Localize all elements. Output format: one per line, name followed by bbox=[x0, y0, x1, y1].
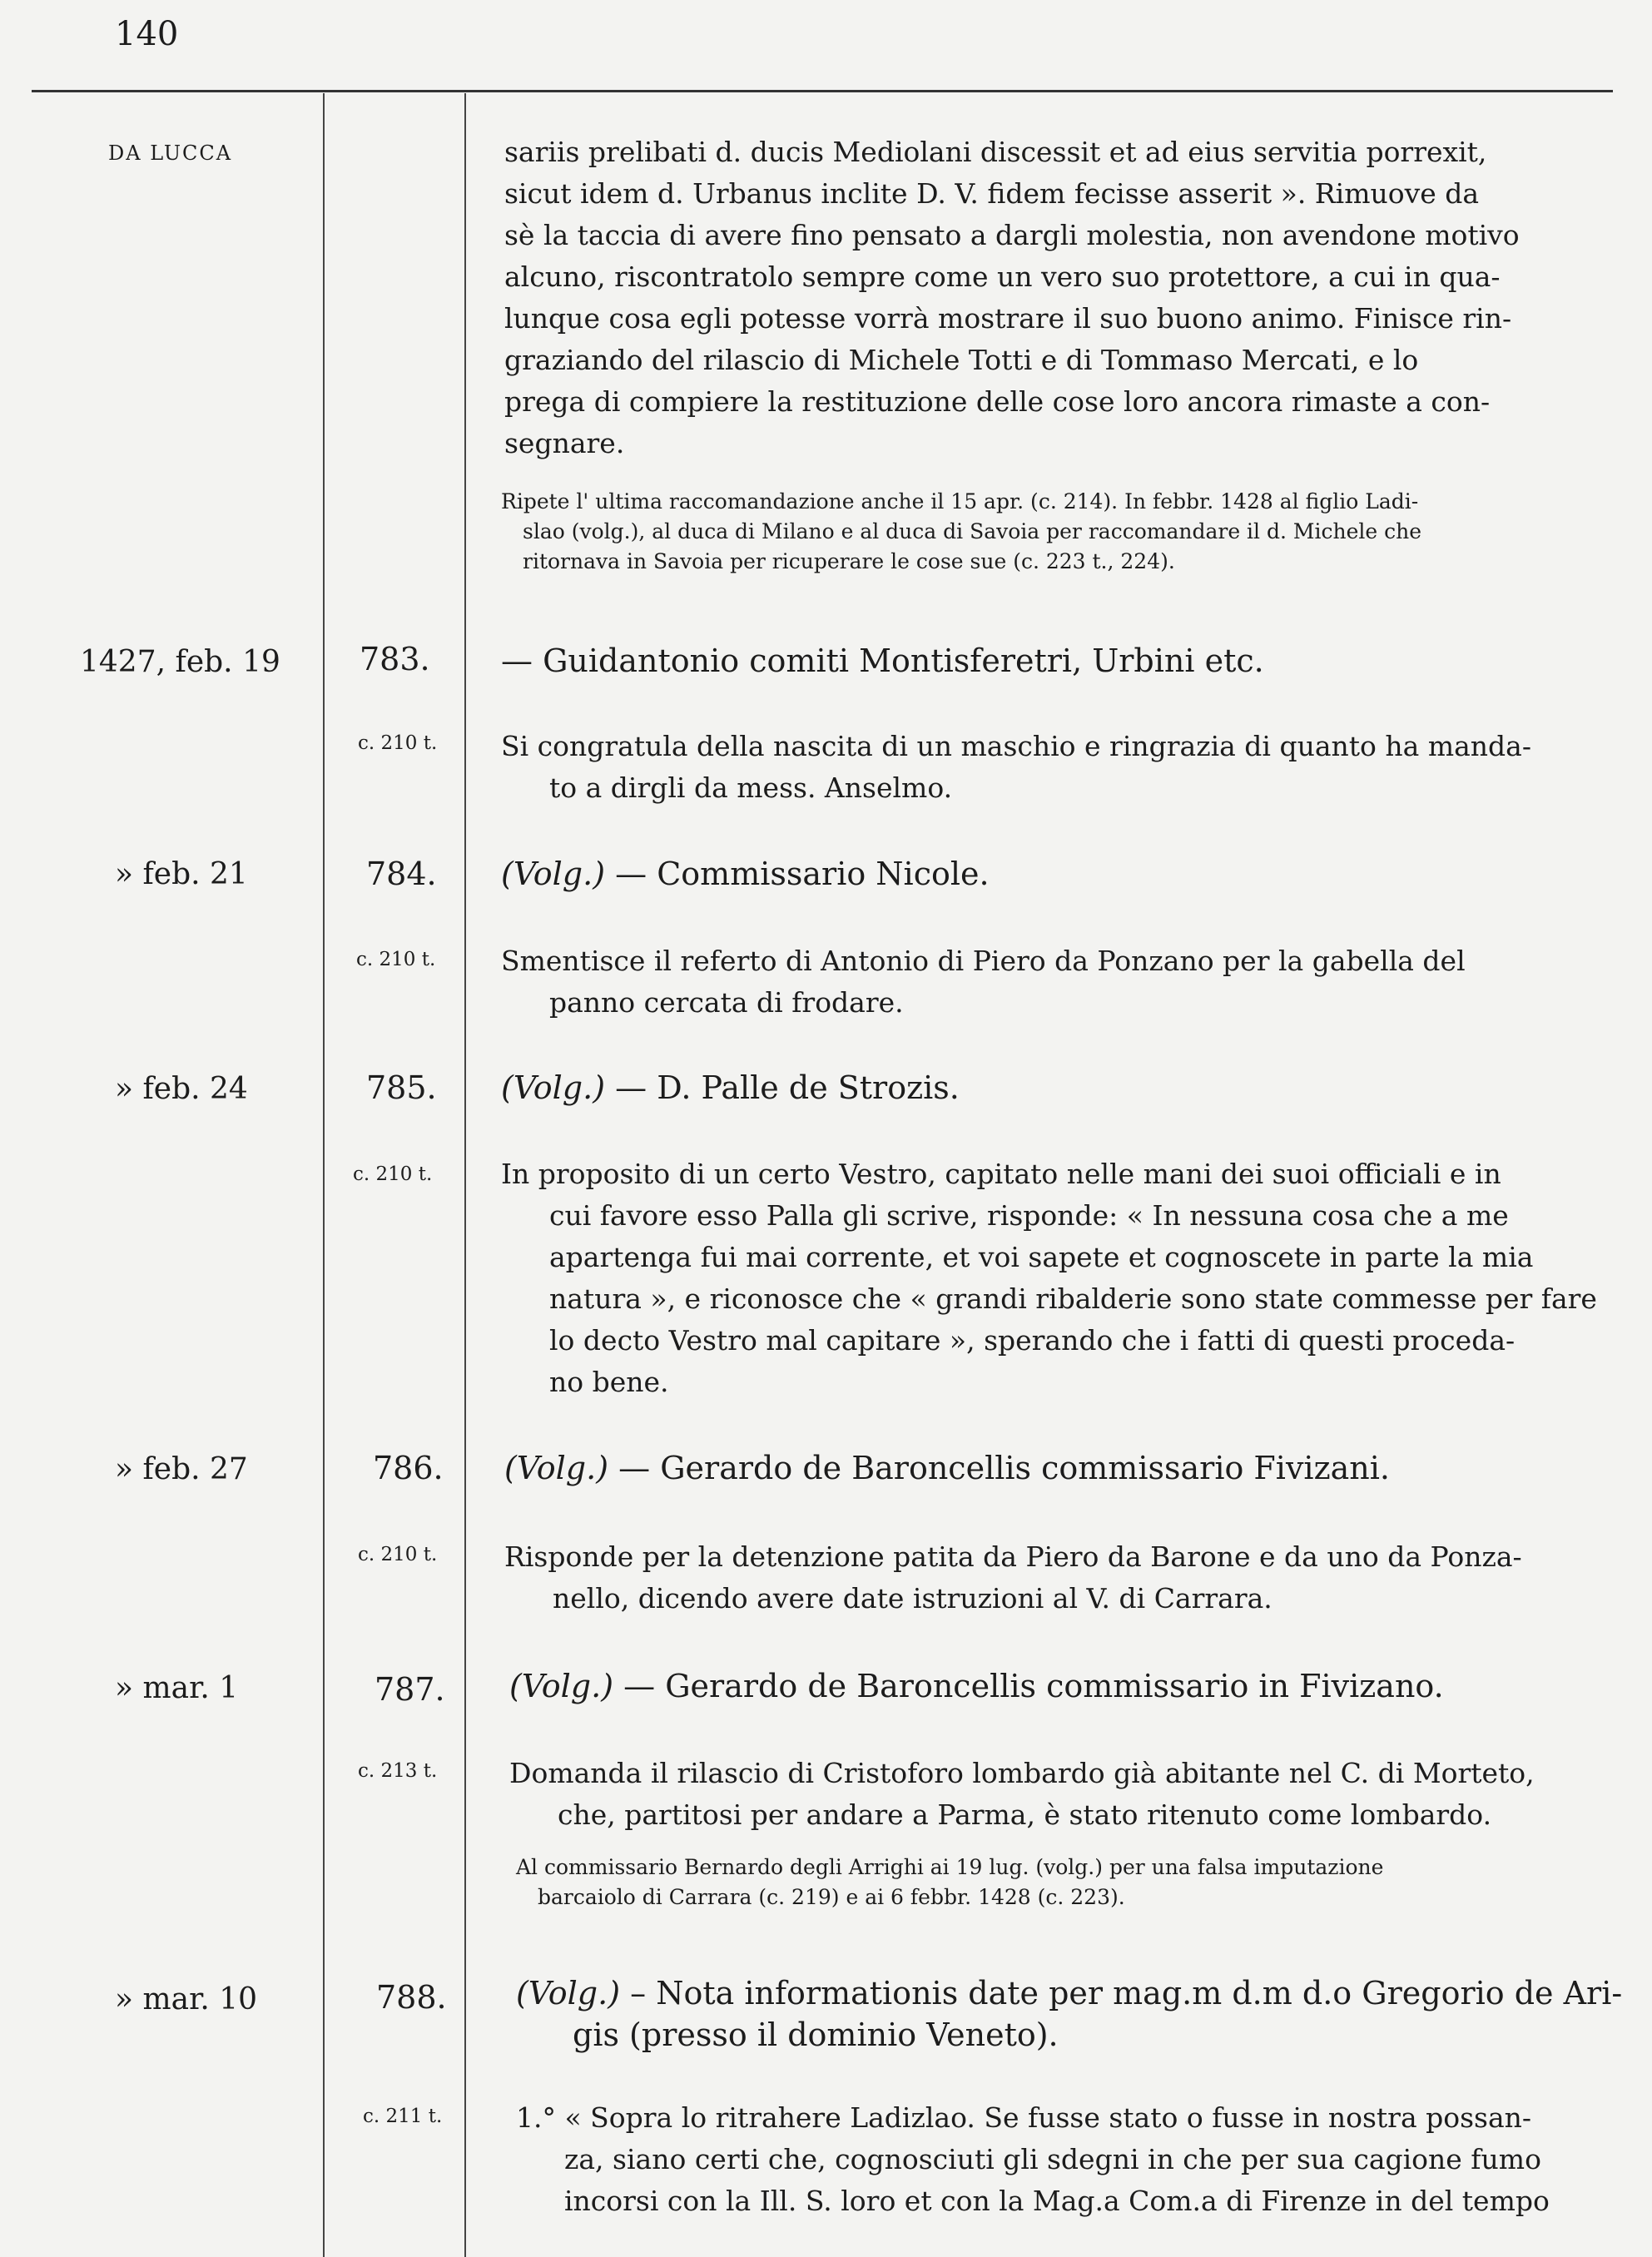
entry-date: » feb. 24 bbox=[115, 1072, 248, 1106]
entry-title: (Volg.) — D. Palle de Strozis. bbox=[501, 1069, 960, 1106]
text-line: alcuno, riscontratolo sempre come un vero suo protettore, a cui in qua- bbox=[504, 260, 1501, 293]
entry-number: 787. bbox=[375, 1671, 445, 1708]
folio-reference: c. 210 t. bbox=[353, 1163, 433, 1185]
entry-summary bbox=[501, 940, 1466, 1024]
folio-reference: c. 210 t. bbox=[358, 732, 438, 754]
text-line: lunque cosa egli potesse vorrà mostrare il suo buono animo. Finisce rin- bbox=[504, 302, 1512, 335]
text-line: Si congratula della nascita di un maschio e ringrazia di quanto ha manda- bbox=[501, 730, 1531, 762]
entry-title bbox=[516, 1972, 1622, 2056]
text-line: prega di compiere la restituzione delle cose loro ancora rimaste a con- bbox=[504, 385, 1491, 418]
text-line: Domanda il rilascio di Cristoforo lombardo già abitante nel C. di Morteto, bbox=[509, 1757, 1535, 1789]
text-line: lo decto Vestro mal capitare », sperando che i fatti di questi proceda- bbox=[549, 1324, 1516, 1357]
text-line: che, partitosi per andare a Parma, è stato ritenuto come lombardo. bbox=[558, 1798, 1492, 1831]
entry-date: 1427, feb. 19 bbox=[80, 645, 280, 679]
folio-reference: c. 211 t. bbox=[363, 2106, 443, 2127]
text-line: sicut idem d. Urbanus inclite D. V. fidem fecisse asserit ». Rimuove da bbox=[504, 177, 1480, 210]
title-line: (Volg.) – Nota informationis date per mag.m d.m d.o Gregorio de Ari- bbox=[516, 1975, 1623, 2011]
entry-date: » feb. 27 bbox=[115, 1452, 248, 1486]
continuation-paragraph bbox=[504, 131, 1520, 464]
text-line: to a dirgli da mess. Anselmo. bbox=[549, 771, 953, 804]
note-line: Ripete l' ultima raccomandazione anche il 15 apr. (c. 214). In febbr. 1428 al figlio Ladi- bbox=[501, 489, 1419, 513]
entry-date: » mar. 1 bbox=[115, 1671, 239, 1705]
entry-number: 788. bbox=[376, 1979, 447, 2016]
folio-reference: c. 210 t. bbox=[356, 949, 436, 970]
text-line: apartenga fui mai corrente, et voi sapete et cognoscete in parte la mia bbox=[549, 1241, 1534, 1273]
entry-title: — Guidantonio comiti Montisferetri, Urbini etc. bbox=[501, 642, 1264, 679]
text-line: sè la taccia di avere fino pensato a dargli molestia, non avendone motivo bbox=[504, 219, 1520, 251]
entry-note bbox=[516, 1853, 1383, 1912]
note-line: barcaiolo di Carrara (c. 219) e ai 6 febbr. 1428 (c. 223). bbox=[538, 1885, 1125, 1909]
text-line: natura », e riconosce che « grandi ribalderie sono state commesse per fare bbox=[549, 1282, 1597, 1315]
column-divider-left bbox=[323, 93, 325, 2257]
folio-reference: c. 210 t. bbox=[358, 1544, 438, 1565]
text-line: 1.° « Sopra lo ritrahere Ladizlao. Se fusse stato o fusse in nostra possan- bbox=[516, 2101, 1532, 2134]
entry-title: (Volg.) — Gerardo de Baroncellis commissario Fivizani. bbox=[504, 1450, 1390, 1486]
note-line: slao (volg.), al duca di Milano e al duca di Savoia per raccomandare il d. Michele che bbox=[523, 519, 1422, 543]
entry-number: 786. bbox=[373, 1450, 444, 1486]
text-line: incorsi con la Ill. S. loro et con la Mag.a Com.a di Firenze in del tempo bbox=[564, 2185, 1550, 2217]
title-line: gis (presso il dominio Veneto). bbox=[573, 2016, 1059, 2053]
continuation-note bbox=[501, 487, 1421, 577]
text-line: cui favore esso Palla gli scrive, risponde: « In nessuna cosa che a me bbox=[549, 1199, 1509, 1232]
text-line: segnare. bbox=[504, 427, 625, 459]
entry-summary bbox=[501, 1153, 1597, 1403]
entry-summary bbox=[509, 1753, 1535, 1836]
folio-reference: c. 213 t. bbox=[358, 1760, 438, 1782]
text-line: sariis prelibati d. ducis Mediolani discessit et ad eius servitia porrexit, bbox=[504, 136, 1487, 168]
text-line: Risponde per la detenzione patita da Piero da Barone e da uno da Ponza- bbox=[504, 1540, 1522, 1573]
entry-date: » feb. 21 bbox=[115, 857, 248, 891]
note-line: Al commissario Bernardo degli Arrighi ai 19 lug. (volg.) per una falsa imputazione bbox=[516, 1855, 1384, 1879]
note-line: ritornava in Savoia per ricuperare le cose sue (c. 223 t., 224). bbox=[523, 549, 1175, 573]
text-line: graziando del rilascio di Michele Totti e di Tommaso Mercati, e lo bbox=[504, 344, 1419, 376]
entry-number: 785. bbox=[366, 1069, 437, 1106]
entry-number: 784. bbox=[366, 856, 437, 892]
text-line: In proposito di un certo Vestro, capitato nelle mani dei suoi officiali e in bbox=[501, 1158, 1501, 1190]
entry-number: 783. bbox=[360, 641, 430, 677]
entry-summary bbox=[501, 726, 1531, 809]
entry-date: » mar. 10 bbox=[115, 1982, 258, 2016]
section-label: DA LUCCA bbox=[108, 141, 233, 165]
text-line: za, siano certi che, cognosciuti gli sdegni in che per sua cagione fumo bbox=[564, 2143, 1541, 2175]
header-rule bbox=[32, 90, 1613, 92]
text-line: nello, dicendo avere date istruzioni al V. di Carrara. bbox=[553, 1582, 1272, 1615]
text-line: no bene. bbox=[549, 1366, 669, 1398]
page-number: 140 bbox=[115, 15, 179, 53]
text-line: Smentisce il referto di Antonio di Piero da Ponzano per la gabella del bbox=[501, 945, 1466, 977]
text-line: panno cercata di frodare. bbox=[549, 986, 904, 1019]
entry-title: (Volg.) — Gerardo de Baroncellis commissario in Fivizano. bbox=[509, 1668, 1444, 1704]
entry-summary bbox=[504, 1536, 1522, 1620]
entry-summary bbox=[516, 2097, 1550, 2222]
column-divider-right bbox=[464, 93, 466, 2257]
entry-title: (Volg.) — Commissario Nicole. bbox=[501, 856, 990, 892]
